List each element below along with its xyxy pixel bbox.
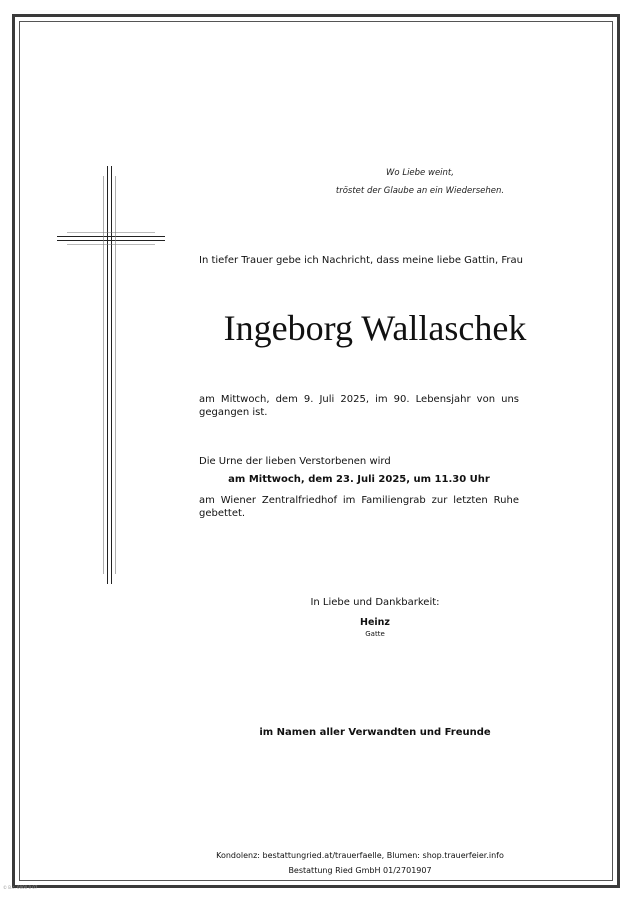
urn-place-line-2: gebettet. bbox=[199, 508, 246, 519]
corner-code: © B.c. 0000 0 07 bbox=[3, 885, 38, 890]
signer-name: Heinz bbox=[360, 617, 390, 628]
urn-date: am Mittwoch, dem 23. Juli 2025, um 11.30 Uhr bbox=[228, 474, 490, 485]
death-notice-line-1: am Mittwoch, dem 9. Juli 2025, im 90. Lebensjahr von uns bbox=[199, 394, 519, 405]
footer-condolence: Kondolenz: bestattungried.at/trauerfaelle, Blumen: shop.trauerfeier.info bbox=[216, 851, 504, 860]
signer-relation: Gatte bbox=[365, 630, 385, 638]
intro-text: In tiefer Trauer gebe ich Nachricht, dass meine liebe Gattin, Frau bbox=[199, 255, 523, 266]
family-line: im Namen aller Verwandten und Freunde bbox=[259, 727, 491, 738]
thanks-text: In Liebe und Dankbarkeit: bbox=[310, 597, 440, 608]
death-notice-line-2: gegangen ist. bbox=[199, 407, 268, 418]
motto-line-2: tröstet der Glaube an ein Wiedersehen. bbox=[335, 186, 505, 196]
urn-place bbox=[199, 494, 519, 520]
deceased-name: Ingeborg Wallaschek bbox=[223, 308, 527, 348]
motto-line-1: Wo Liebe weint, bbox=[386, 168, 454, 178]
footer-company: Bestattung Ried GmbH 01/2701907 bbox=[288, 866, 432, 875]
urn-intro: Die Urne der lieben Verstorbenen wird bbox=[199, 456, 391, 467]
death-notice bbox=[199, 393, 519, 419]
urn-place-line-1: am Wiener Zentralfriedhof im Familiengrab zur letzten Ruhe bbox=[199, 495, 519, 506]
